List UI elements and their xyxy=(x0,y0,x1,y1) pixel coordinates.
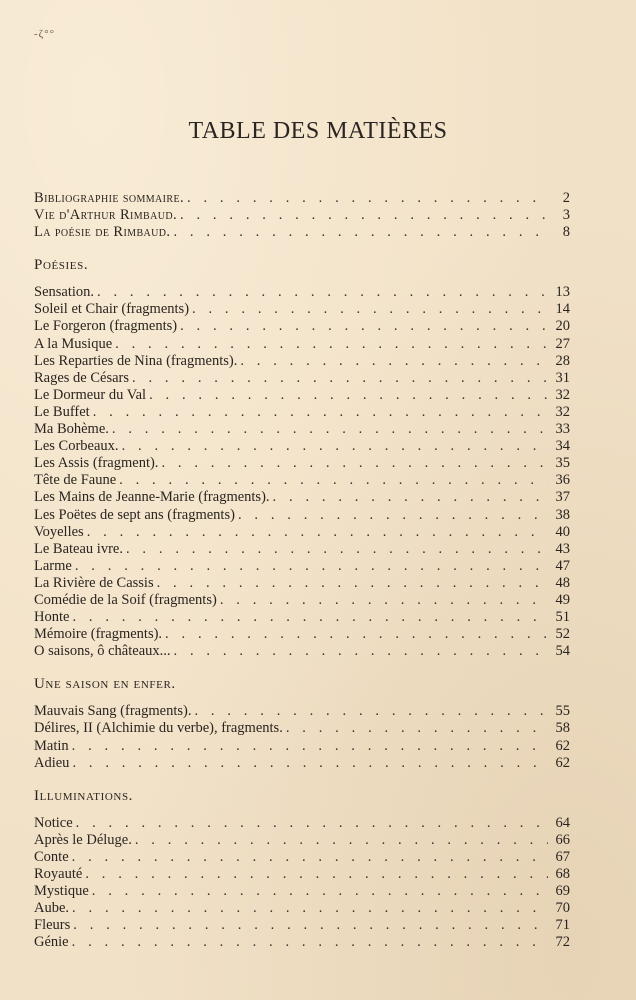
toc-entry-page: 36 xyxy=(555,472,570,489)
toc-entry-page: 47 xyxy=(555,557,570,574)
toc-entry-title: Soleil et Chair (fragments) xyxy=(34,301,190,318)
toc-entry xyxy=(34,755,570,772)
page-title: TABLE DES MATIÈRES xyxy=(188,118,448,144)
dot-leader xyxy=(72,755,548,772)
dot-leader xyxy=(240,353,548,370)
dot-leader xyxy=(192,301,548,318)
toc-entry-page: 66 xyxy=(555,831,570,848)
toc-entry xyxy=(34,866,570,883)
section-heading: Une saison en enfer. xyxy=(34,676,176,693)
toc-entry xyxy=(34,738,570,755)
section-spacer xyxy=(34,241,570,255)
toc-entry xyxy=(34,455,570,472)
table-of-contents xyxy=(34,190,570,951)
toc-entry-title: Notice xyxy=(34,814,73,831)
corner-mark: -ζ°° xyxy=(34,28,56,40)
dot-leader xyxy=(149,387,548,404)
toc-entry xyxy=(34,190,570,207)
toc-entry-title: Royauté xyxy=(34,866,83,882)
toc-entry-title: Le Buffet xyxy=(34,403,90,420)
toc-entry xyxy=(34,507,570,524)
dot-leader xyxy=(173,224,548,241)
toc-entry-page: 52 xyxy=(555,626,570,643)
dot-leader xyxy=(85,866,548,883)
toc-entry-title: La Rivière de Cassis xyxy=(34,574,154,591)
toc-entry-title: Après le Déluge. xyxy=(34,831,132,848)
toc-entry-title: Les Assis (fragment). xyxy=(34,455,159,472)
dot-leader xyxy=(187,190,548,207)
toc-entry-title: A la Musique xyxy=(34,335,113,352)
dot-leader xyxy=(286,720,548,737)
dot-leader xyxy=(135,832,548,849)
toc-entry xyxy=(34,524,570,541)
toc-entry-title: Adieu xyxy=(34,754,70,771)
toc-entry-page: 20 xyxy=(555,318,570,335)
toc-entry-page: 69 xyxy=(555,883,570,900)
heading-spacer xyxy=(34,694,570,703)
dot-leader xyxy=(97,284,548,301)
dot-leader xyxy=(122,438,548,455)
toc-entry-title: Mémoire (fragments). xyxy=(34,626,163,643)
toc-entry xyxy=(34,815,570,832)
toc-entry xyxy=(34,917,570,934)
toc-entry-page: 28 xyxy=(555,352,570,369)
toc-entry xyxy=(34,558,570,575)
toc-entry-title: Les Corbeaux. xyxy=(34,438,119,455)
toc-entry-title: Tête de Faune xyxy=(34,472,117,489)
toc-entry-title: Voyelles xyxy=(34,523,84,540)
toc-entry xyxy=(34,643,570,660)
section-spacer xyxy=(34,660,570,674)
toc-entry-page: 2 xyxy=(562,190,570,206)
toc-entry-page: 38 xyxy=(555,506,570,523)
toc-entry-title: Fleurs xyxy=(34,917,71,934)
dot-leader xyxy=(273,489,548,506)
toc-entry-page: 64 xyxy=(555,814,570,831)
section-spacer xyxy=(34,772,570,786)
toc-entry-title: O saisons, ô châteaux... xyxy=(34,643,171,660)
toc-entry-title: Les Mains de Jeanne-Marie (fragments). xyxy=(34,489,270,506)
dot-leader xyxy=(112,421,548,438)
toc-entry-page: 32 xyxy=(555,386,570,403)
toc-entry xyxy=(34,284,570,301)
toc-entry-page: 14 xyxy=(555,301,570,318)
toc-entry xyxy=(34,883,570,900)
toc-entry-page: 51 xyxy=(555,609,570,626)
toc-entry-page: 33 xyxy=(555,421,570,438)
dot-leader xyxy=(180,207,548,224)
toc-entry-title: Ma Bohème. xyxy=(34,421,109,438)
dot-leader xyxy=(157,575,548,592)
dot-leader xyxy=(76,815,548,832)
dot-leader xyxy=(72,738,548,755)
toc-entry-title: Sensation. xyxy=(34,284,95,301)
heading-spacer xyxy=(34,275,570,284)
dot-leader xyxy=(75,558,548,575)
toc-entry-title: Aube. xyxy=(34,900,70,917)
dot-leader xyxy=(72,849,548,866)
dot-leader xyxy=(161,455,548,472)
toc-entry xyxy=(34,703,570,720)
toc-entry-title: Mauvais Sang (fragments). xyxy=(34,703,192,720)
toc-entry-page: 68 xyxy=(555,866,570,882)
toc-entry-title: Conte xyxy=(34,848,69,865)
toc-entry-page: 40 xyxy=(555,523,570,540)
dot-leader xyxy=(92,883,548,900)
dot-leader xyxy=(72,609,548,626)
toc-entry xyxy=(34,301,570,318)
toc-entry-title: Délires, II (Alchimie du verbe), fragments. xyxy=(34,720,283,737)
toc-entry xyxy=(34,404,570,421)
toc-entry-page: 27 xyxy=(555,335,570,352)
dot-leader xyxy=(115,336,548,353)
toc-entry-page: 8 xyxy=(562,224,570,241)
sections xyxy=(34,241,570,951)
dot-leader xyxy=(73,917,548,934)
toc-entry-title: Bibliographie sommaire. xyxy=(34,190,185,206)
toc-entry xyxy=(34,472,570,489)
toc-entry xyxy=(34,438,570,455)
dot-leader xyxy=(132,370,548,387)
toc-entry xyxy=(34,489,570,506)
toc-entry-page: 55 xyxy=(555,703,570,720)
toc-entry xyxy=(34,609,570,626)
toc-entry-title: Larme xyxy=(34,557,72,574)
toc-entry xyxy=(34,541,570,558)
toc-entry xyxy=(34,575,570,592)
dot-leader xyxy=(119,472,548,489)
dot-leader xyxy=(126,541,548,558)
toc-entry-title: Rages de Césars xyxy=(34,369,130,386)
toc-entry xyxy=(34,336,570,353)
toc-entry-page: 71 xyxy=(555,917,570,934)
toc-entry-page: 54 xyxy=(555,643,570,660)
toc-entry-title: Matin xyxy=(34,737,69,754)
dot-leader xyxy=(194,703,548,720)
toc-entry xyxy=(34,353,570,370)
dot-leader xyxy=(238,507,548,524)
toc-entry xyxy=(34,832,570,849)
toc-entry xyxy=(34,849,570,866)
toc-entry-title: Mystique xyxy=(34,883,89,900)
toc-entry-title: Les Poëtes de sept ans (fragments) xyxy=(34,506,235,523)
toc-entry xyxy=(34,934,570,951)
dot-leader xyxy=(93,404,548,421)
toc-entry-title: Le Forgeron (fragments) xyxy=(34,318,178,335)
toc-entry xyxy=(34,421,570,438)
toc-entry-page: 67 xyxy=(555,848,570,865)
toc-entry-page: 32 xyxy=(555,403,570,420)
toc-entry-title: La poésie de Rimbaud. xyxy=(34,224,171,241)
toc-entry-page: 62 xyxy=(555,754,570,771)
toc-entry-page: 37 xyxy=(555,489,570,506)
toc-entry-title: Le Dormeur du Val xyxy=(34,386,147,403)
toc-entry xyxy=(34,224,570,241)
toc-entry xyxy=(34,900,570,917)
toc-entry xyxy=(34,387,570,404)
dot-leader xyxy=(165,626,548,643)
dot-leader xyxy=(72,900,548,917)
toc-entry-page: 70 xyxy=(555,900,570,917)
dot-leader xyxy=(174,643,548,660)
dot-leader xyxy=(87,524,548,541)
toc-entry xyxy=(34,626,570,643)
toc-entry-page: 43 xyxy=(555,540,570,557)
toc-entry-page: 13 xyxy=(555,284,570,301)
dot-leader xyxy=(72,934,548,951)
toc-entry-page: 49 xyxy=(555,591,570,608)
toc-entry xyxy=(34,370,570,387)
toc-entry-title: Génie xyxy=(34,934,69,951)
toc-entry-title: Les Reparties de Nina (fragments). xyxy=(34,352,238,369)
toc-entry-title: Vie d'Arthur Rimbaud. xyxy=(34,207,178,224)
heading-spacer xyxy=(34,806,570,815)
intro-list xyxy=(34,190,570,241)
toc-entry-title: Comédie de la Soif (fragments) xyxy=(34,591,217,608)
toc-entry-page: 48 xyxy=(555,574,570,591)
toc-entry-page: 34 xyxy=(555,438,570,455)
toc-entry-page: 35 xyxy=(555,455,570,472)
toc-entry-title: Honte xyxy=(34,609,70,626)
section-heading: Illuminations. xyxy=(34,787,134,804)
toc-entry-page: 72 xyxy=(555,934,570,951)
toc-entry-title: Le Bateau ivre. xyxy=(34,540,123,557)
toc-entry xyxy=(34,720,570,737)
dot-leader xyxy=(220,592,548,609)
section-heading: Poésies. xyxy=(34,257,89,274)
toc-entry-page: 58 xyxy=(555,720,570,737)
toc-entry-page: 31 xyxy=(555,369,570,386)
dot-leader xyxy=(180,318,548,335)
toc-entry xyxy=(34,318,570,335)
toc-entry-page: 3 xyxy=(562,207,570,224)
toc-entry xyxy=(34,592,570,609)
toc-entry-page: 62 xyxy=(555,737,570,754)
toc-entry xyxy=(34,207,570,224)
